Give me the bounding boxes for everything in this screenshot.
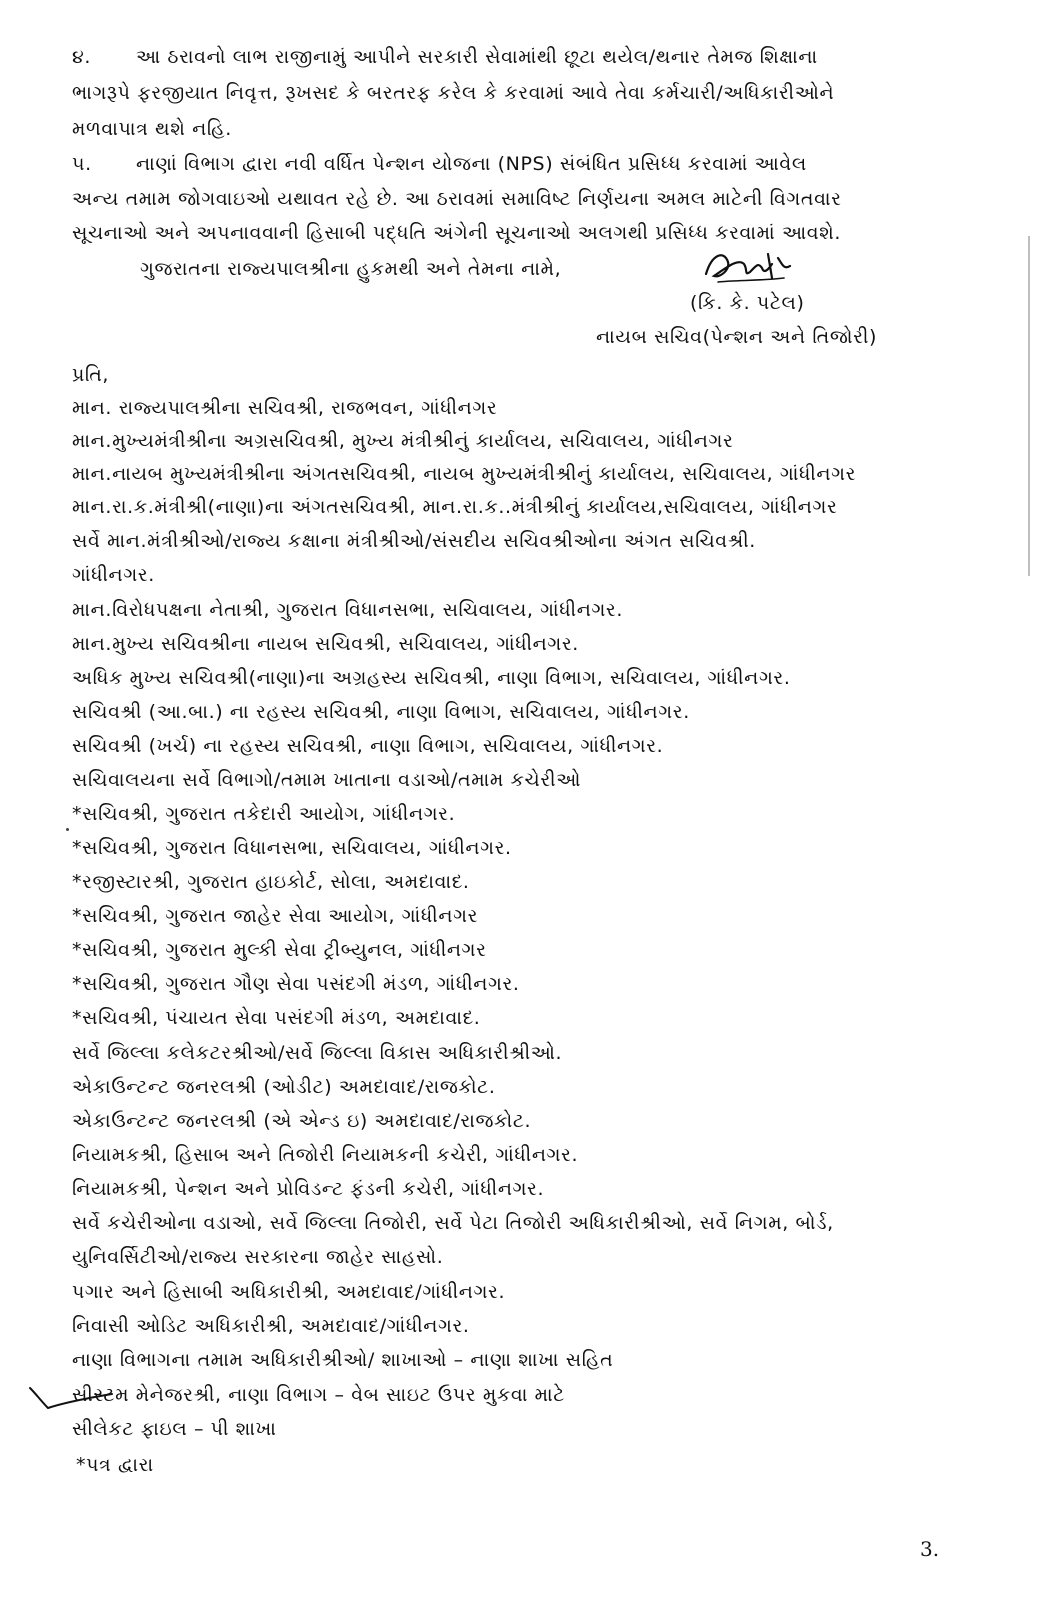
- recipient-line: નિવાસી ઓડિટ અધિકારીશ્રી, અમદાવાદ/ગાંધીનગર.: [72, 1315, 470, 1337]
- recipient-line: *સચિવશ્રી, ગુજરાત વિધાનસભા, સચિવાલય, ગાંધીનગર.: [72, 837, 512, 859]
- page-edge-line: [1028, 236, 1030, 576]
- recipient-line: પગાર અને હિસાબી અધિકારીશ્રી, અમદાવાદ/ગાંધીનગર.: [72, 1281, 506, 1303]
- recipient-line: *સચિવશ્રી, ગુજરાત મુલ્કી સેવા ટ્રીબ્યુનલ, ગાંધીનગર: [72, 939, 487, 961]
- recipient-line: યુનિવર્સિટીઓ/રાજ્ય સરકારના જાહેર સાહસો.: [72, 1246, 444, 1268]
- recipient-line: માન. રાજ્યપાલશ્રીના સચિવશ્રી, રાજભવન, ગાંધીનગર: [72, 397, 498, 419]
- recipient-line: અધિક મુખ્ય સચિવશ્રી(નાણા)ના અગ્રહસ્ય સચિવશ્રી, નાણા વિભાગ, સચિવાલય, ગાંધીનગર.: [72, 667, 791, 689]
- para5-line-3: સૂચનાઓ અને અપનાવવાની હિસાબી પદ્ધતિ અંગેની સૂચનાઓ અલગથી પ્રસિધ્ધ કરવામાં આવશે.: [72, 222, 842, 244]
- checkmark-icon: [26, 1380, 116, 1420]
- recipient-line: *સચિવશ્રી, ગુજરાત જાહેર સેવા આયોગ, ગાંધીનગર: [72, 905, 478, 927]
- signatory-name: (કિ. કે. પટેલ): [690, 292, 805, 314]
- recipient-line: સચિવશ્રી (ખર્ચ) ના રહસ્ય સચિવશ્રી, નાણા વિભાગ, સચિવાલય, ગાંધીનગર.: [72, 735, 664, 757]
- para5-line-1: ૫. નાણાં વિભાગ દ્વારા નવી વર્ધિત પેન્શન યોજના (NPS) સંબંધિત પ્રસિધ્ધ કરવામાં આવેલ: [72, 153, 807, 175]
- recipient-line: નાણા વિભાગના તમામ અધિકારીશ્રીઓ/ શાખાઓ – નાણા શાખા સહિત: [72, 1349, 614, 1371]
- recipient-line: *સચિવશ્રી, ગુજરાત તકેદારી આયોગ, ગાંધીનગર.: [72, 803, 456, 825]
- para4-line-2: ભાગરૂપે ફરજીયાત નિવૃત્ત, રૂખસદ કે બરતરફ કરેલ કે કરવામાં આવે તેવા કર્મચારી/અધિકારીઓને: [72, 82, 835, 104]
- recipient-line: *રજીસ્ટારશ્રી, ગુજરાત હાઇકોર્ટ, સોલા, અમદાવાદ.: [72, 871, 470, 893]
- recipient-line: માન.રા.ક.મંત્રીશ્રી(નાણા)ના અંગતસચિવશ્રી, માન.રા.ક..મંત્રીશ્રીનું કાર્યાલય,સચિવાલય, ગાંધીનગર: [72, 496, 838, 518]
- recipient-line: સીલેકટ ફાઇલ – પી શાખા: [72, 1418, 277, 1440]
- para4-line-3: મળવાપાત્ર થશે નહિ.: [72, 118, 232, 140]
- para5-line-2: અન્ય તમામ જોગવાઇઓ યથાવત રહે છે. આ ઠરાવમાં સમાવિષ્ટ નિર્ણયના અમલ માટેની વિગતવાર: [72, 188, 842, 210]
- recipient-line: *સચિવશ્રી, ગુજરાત ગૌણ સેવા પસંદગી મંડળ, ગાંધીનગર.: [72, 973, 520, 995]
- page-number: 3.: [920, 1537, 940, 1561]
- stray-mark: [66, 828, 69, 831]
- to-label: પ્રતિ,: [72, 364, 110, 386]
- signatory-designation: નાયબ સચિવ(પેન્શન અને તિજોરી): [596, 326, 878, 348]
- para4-number: ૪.: [72, 46, 92, 68]
- recipient-line: માન.મુખ્ય સચિવશ્રીના નાયબ સચિવશ્રી, સચિવાલય, ગાંધીનગર.: [72, 633, 579, 655]
- recipient-line: એકાઉન્ટન્ટ જનરલશ્રી (એ એન્ડ ઇ) અમદાવાદ/રાજકોટ.: [72, 1110, 532, 1132]
- signature-icon: [698, 244, 798, 292]
- recipient-line: માન.નાયબ મુખ્યમંત્રીશ્રીના અંગતસચિવશ્રી, નાયબ મુખ્યમંત્રીશ્રીનું કાર્યાલય, સચિવાલય, ગાંધીનગર: [72, 463, 857, 485]
- recipient-line: સીસ્ટમ મેનેજરશ્રી, નાણા વિભાગ – વેબ સાઇટ ઉપર મુકવા માટે: [72, 1384, 565, 1406]
- recipient-line: સર્વે કચેરીઓના વડાઓ, સર્વે જિલ્લા તિજોરી, સર્વે પેટા તિજોરી અધિકારીશ્રીઓ, સર્વે નિગમ, બોર્ડ,: [72, 1212, 834, 1234]
- recipient-line: સર્વે જિલ્લા કલેકટરશ્રીઓ/સર્વે જિલ્લા વિકાસ અધિકારીશ્રીઓ.: [72, 1042, 563, 1064]
- recipient-line: માન.મુખ્યમંત્રીશ્રીના અગ્રસચિવશ્રી, મુખ્ય મંત્રીશ્રીનું કાર્યાલય, સચિવાલય, ગાંધીનગર: [72, 430, 734, 452]
- recipient-line: માન.વિરોધપક્ષના નેતાશ્રી, ગુજરાત વિધાનસભા, સચિવાલય, ગાંધીનગર.: [72, 599, 623, 621]
- recipient-line: નિયામકશ્રી, હિસાબ અને તિજોરી નિયામકની કચેરી, ગાંધીનગર.: [72, 1144, 579, 1166]
- recipient-line: સચિવાલયના સર્વે વિભાગો/તમામ ખાતાના વડાઓ/તમામ કચેરીઓ: [72, 769, 581, 791]
- recipient-line: ગાંધીનગર.: [72, 564, 155, 586]
- order-line: ગુજરાતના રાજ્યપાલશ્રીના હુકમથી અને તેમના નામે,: [140, 258, 562, 280]
- para4-line-1: ૪. આ ઠરાવનો લાભ રાજીનામું આપીને સરકારી સેવામાંથી છૂટા થયેલ/થનાર તેમજ શિક્ષાના: [72, 46, 818, 68]
- footnote: *પત્ર દ્વારા: [76, 1454, 154, 1476]
- recipient-line: સર્વે માન.મંત્રીશ્રીઓ/રાજ્ય કક્ષાના મંત્રીશ્રીઓ/સંસદીય સચિવશ્રીઓના અંગત સચિવશ્રી.: [72, 530, 756, 552]
- recipient-line: એકાઉન્ટન્ટ જનરલશ્રી (ઓડીટ) અમદાવાદ/રાજકોટ.: [72, 1076, 496, 1098]
- recipient-line: નિયામકશ્રી, પેન્શન અને પ્રોવિડન્ટ ફંડની કચેરી, ગાંધીનગર.: [72, 1178, 545, 1200]
- recipient-line: સચિવશ્રી (આ.બા.) ના રહસ્ય સચિવશ્રી, નાણા વિભાગ, સચિવાલય, ગાંધીનગર.: [72, 701, 690, 723]
- recipient-line: *સચિવશ્રી, પંચાયત સેવા પસંદગી મંડળ, અમદાવાદ.: [72, 1007, 481, 1029]
- para5-number: ૫.: [72, 153, 92, 175]
